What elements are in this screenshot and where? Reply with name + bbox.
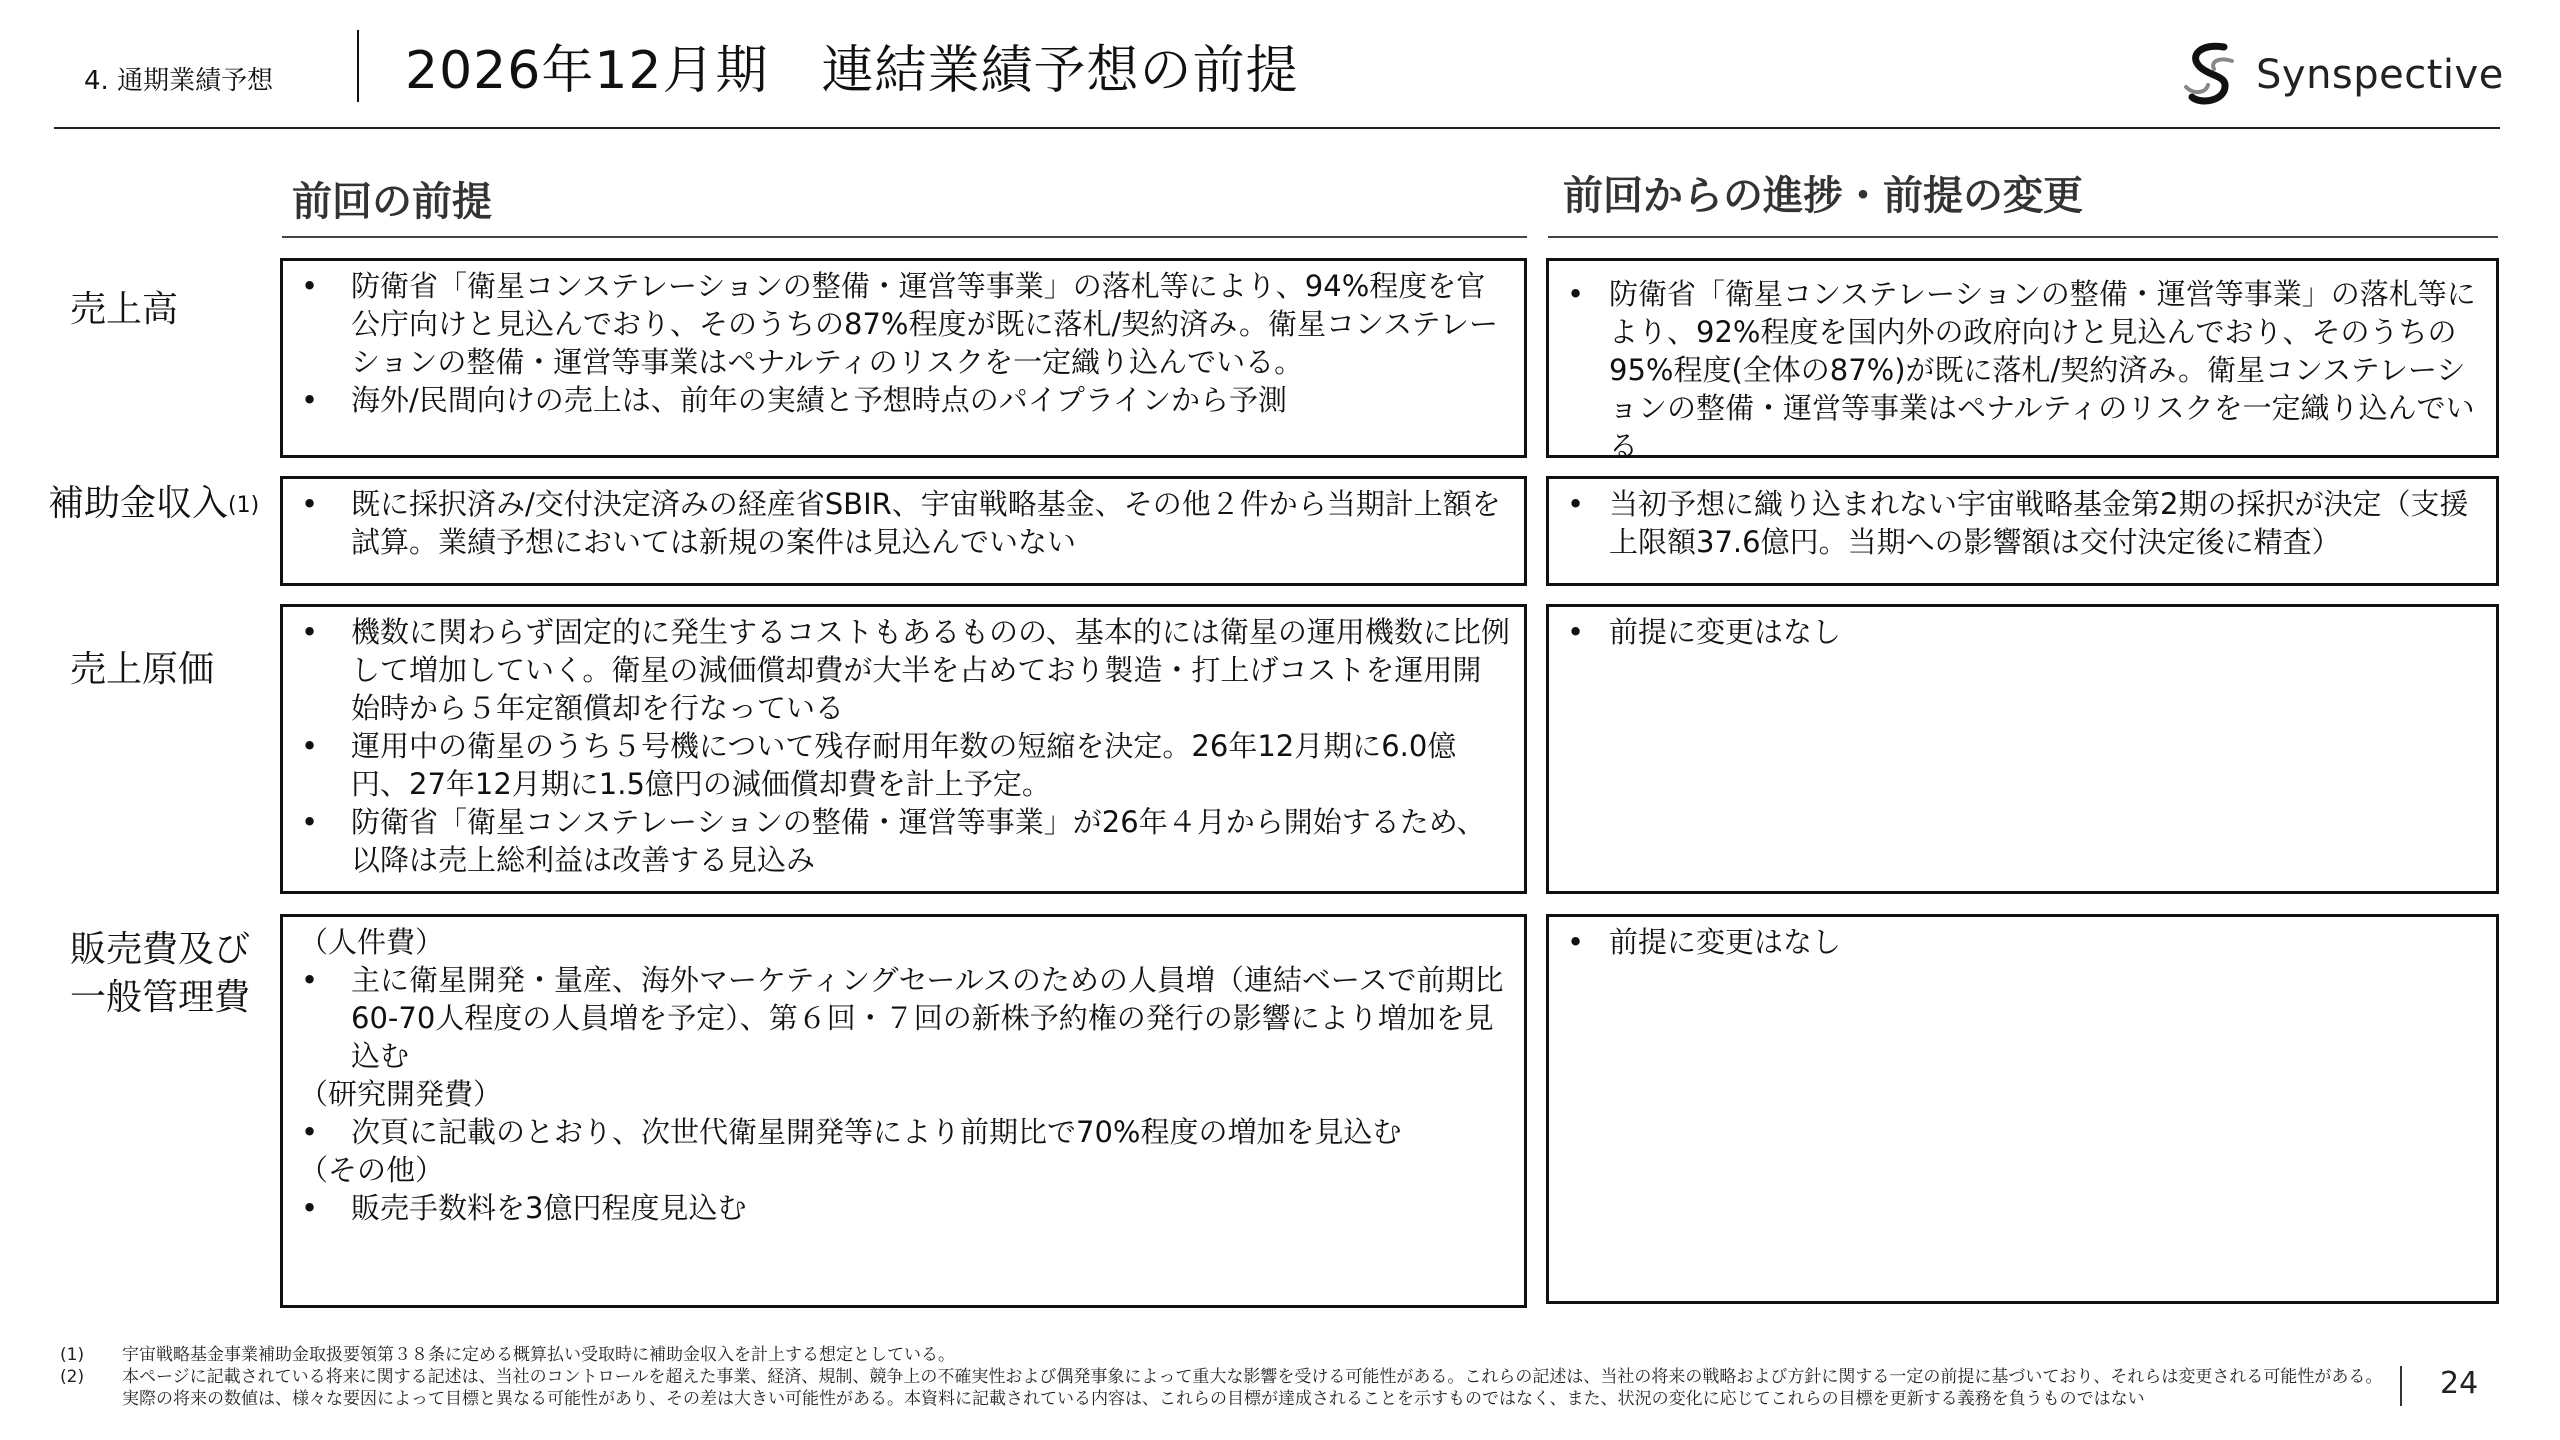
page-number-divider xyxy=(2400,1366,2402,1406)
subsidy-previous-box xyxy=(280,476,1527,586)
subsidy-changes-box xyxy=(1546,476,2499,586)
list-item: • 海外/民間向けの売上は、前年の実績と予想時点のパイプラインから予測 xyxy=(301,383,1288,417)
synspective-logo-icon xyxy=(2180,41,2244,109)
list-item: • 前提に変更はなし xyxy=(1567,925,1842,959)
column-heading-previous: 前回の前提 xyxy=(292,179,492,225)
list-item: • 防衛省「衛星コンステレーションの整備・運営等事業」が26年４月から開始するため、以降は売上総利益は改善する見込み xyxy=(301,805,1486,877)
footnote-1: (1) 宇宙戦略基金事業補助金取扱要領第３８条に定める概算払い受取時に補助金収入を計上する想定としている。 xyxy=(60,1345,955,1365)
column-rule-changes xyxy=(1548,236,2498,238)
footnote-2: (2) 本ページに記載されている将来に関する記述は、当社のコントロールを超えた事業、経済、規制、競争上の不確実性および偶発事象によって重大な影響を受ける可能性がある。これらの記述は、当社の将来の戦略および方針に関する一定の前提に基づいており、それらは変更される可能性がある。実際の将来の数値は、様々な要因によって目標と異なる可能性があり、その差は大きい可能性がある。本資料に記載されている内容は、これらの目標が達成されることを示すものではなく、また、状況の変化に応じてこれらの目標を更新する義務を負うものではない xyxy=(60,1367,2383,1409)
sga-changes-box xyxy=(1546,914,2499,1304)
sga-previous-box xyxy=(280,914,1527,1308)
cogs-previous-box xyxy=(280,604,1527,894)
list-item: • 主に衛星開発・量産、海外マーケティングセールスのための人員増（連結ベースで前期比60-70人程度の人員増を予定）、第６回・７回の新株予約権の発行の影響により増加を見込む xyxy=(301,963,1504,1073)
header-divider xyxy=(357,30,359,102)
row-label-sga: 販売費及び 一般管理費 xyxy=(70,929,251,1018)
sales-changes-box xyxy=(1546,258,2499,463)
list-item: • 運用中の衛星のうち５号機について残存耐用年数の短縮を決定。26年12月期に6.0億円、27年12月期に1.5億円の減価償却費を計上予定。 xyxy=(301,729,1457,801)
footnotes xyxy=(60,1344,2390,1410)
header-rule xyxy=(54,127,2500,129)
cogs-changes-box xyxy=(1546,604,2499,894)
page-number: 24 xyxy=(2440,1366,2479,1401)
list-item: • 防衛省「衛星コンステレーションの整備・運営等事業」の落札等により、92%程度を国内外の政府向けと見込んでおり、そのうちの95%程度(全体の87%)が既に落札/契約済み。衛星コンステレーションの整備・運営等事業はペナルティのリスクを一定織り込んでいる xyxy=(1567,277,2476,463)
brand-logo xyxy=(2180,40,2504,110)
list-item: • 前提に変更はなし xyxy=(1567,615,1842,649)
list-item: • 当初予想に織り込まれない宇宙戦略基金第2期の採択が決定（支援上限額37.6億円。当期への影響額は交付決定後に精査） xyxy=(1567,487,2469,559)
list-item: • 販売手数料を3億円程度見込む xyxy=(301,1191,747,1225)
category-heading-rnd: （研究開発費） xyxy=(299,1077,503,1111)
row-label-cogs: 売上原価 xyxy=(70,649,215,690)
column-rule-previous xyxy=(282,236,1527,238)
page-title: 2026年12月期 連結業績予想の前提 xyxy=(405,41,1299,101)
sales-previous-box xyxy=(280,258,1527,458)
section-label: 4. 通期業績予想 xyxy=(84,66,274,96)
category-heading-other: （その他） xyxy=(299,1153,445,1187)
category-heading-personnel: （人件費） xyxy=(299,925,445,959)
row-label-subsidy: 補助金収入$^{(1)}$ xyxy=(48,483,260,524)
column-heading-changes: 前回からの進捗・前提の変更 xyxy=(1563,173,2083,219)
brand-name: Synspective xyxy=(2256,52,2504,98)
list-item: • 機数に関わらず固定的に発生するコストもあるものの、基本的には衛星の運用機数に比例して増加していく。衛星の減価償却費が大半を占めており製造・打上げコストを運用開始時から５年定額償却を行なっている xyxy=(301,615,1510,725)
list-item: • 既に採択済み/交付決定済みの経産省SBIR、宇宙戦略基金、その他２件から当期計上額を試算。業績予想においては新規の案件は見込んでいない xyxy=(301,487,1501,559)
footnote-mark: (1) xyxy=(228,493,260,518)
row-label-sales: 売上高 xyxy=(70,289,179,330)
list-item: • 防衛省「衛星コンステレーションの整備・運営等事業」の落札等により、94%程度を官公庁向けと見込んでおり、そのうちの87%程度が既に落札/契約済み。衛星コンステレーションの整備・運営等事業はペナルティのリスクを一定織り込んでいる。 xyxy=(301,269,1498,379)
list-item: • 次頁に記載のとおり、次世代衛星開発等により前期比で70%程度の増加を見込む xyxy=(301,1115,1402,1149)
